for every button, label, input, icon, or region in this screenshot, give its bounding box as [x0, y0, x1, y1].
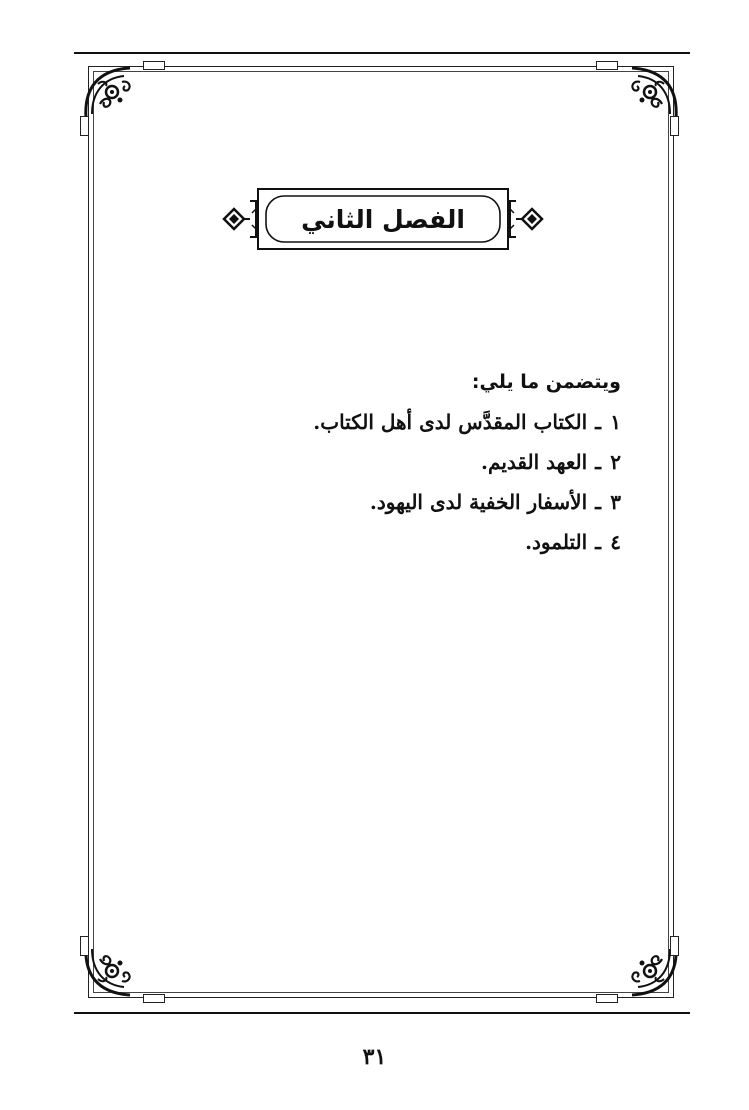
list-item-separator: ـ [595, 410, 601, 434]
list-item-number: ٣ [610, 490, 621, 514]
list-item-number: ١ [610, 410, 621, 434]
frame-tab-right-top [670, 116, 679, 136]
chapter-title: الفصل الثاني [301, 204, 465, 234]
frame-tab-bottom-left [143, 994, 165, 1003]
list-item-number: ٤ [610, 530, 621, 554]
list-item [201, 408, 621, 436]
frame-tab-bottom-right [596, 994, 618, 1003]
frame-tab-left-bottom [80, 936, 89, 956]
list-item-separator: ـ [595, 530, 601, 554]
list-item [201, 488, 621, 516]
list-item [201, 528, 621, 556]
list-item-text: العهد القديم. [481, 450, 588, 474]
list-item-separator: ـ [595, 490, 601, 514]
chapter-contents [201, 368, 621, 568]
bottom-rule [74, 1012, 690, 1014]
page-number: ٣١ [362, 1044, 387, 1070]
list-item-number: ٢ [610, 450, 621, 474]
list-item [201, 448, 621, 476]
frame-tab-top-left [143, 61, 165, 70]
list-item-text: الأسفار الخفية لدى اليهود. [369, 490, 588, 514]
list-item-text: الكتاب المقدَّس لدى أهل الكتاب. [313, 410, 588, 434]
frame-tab-left-top [80, 116, 89, 136]
top-rule [74, 52, 690, 54]
contents-intro: ويتضمن ما يلي: [471, 371, 621, 393]
frame-tab-top-right [596, 61, 618, 70]
list-item-separator: ـ [595, 450, 601, 474]
frame-tab-right-bottom [670, 936, 679, 956]
chapter-title-cartouche [222, 187, 544, 251]
list-item-text: التلمود. [525, 530, 588, 554]
